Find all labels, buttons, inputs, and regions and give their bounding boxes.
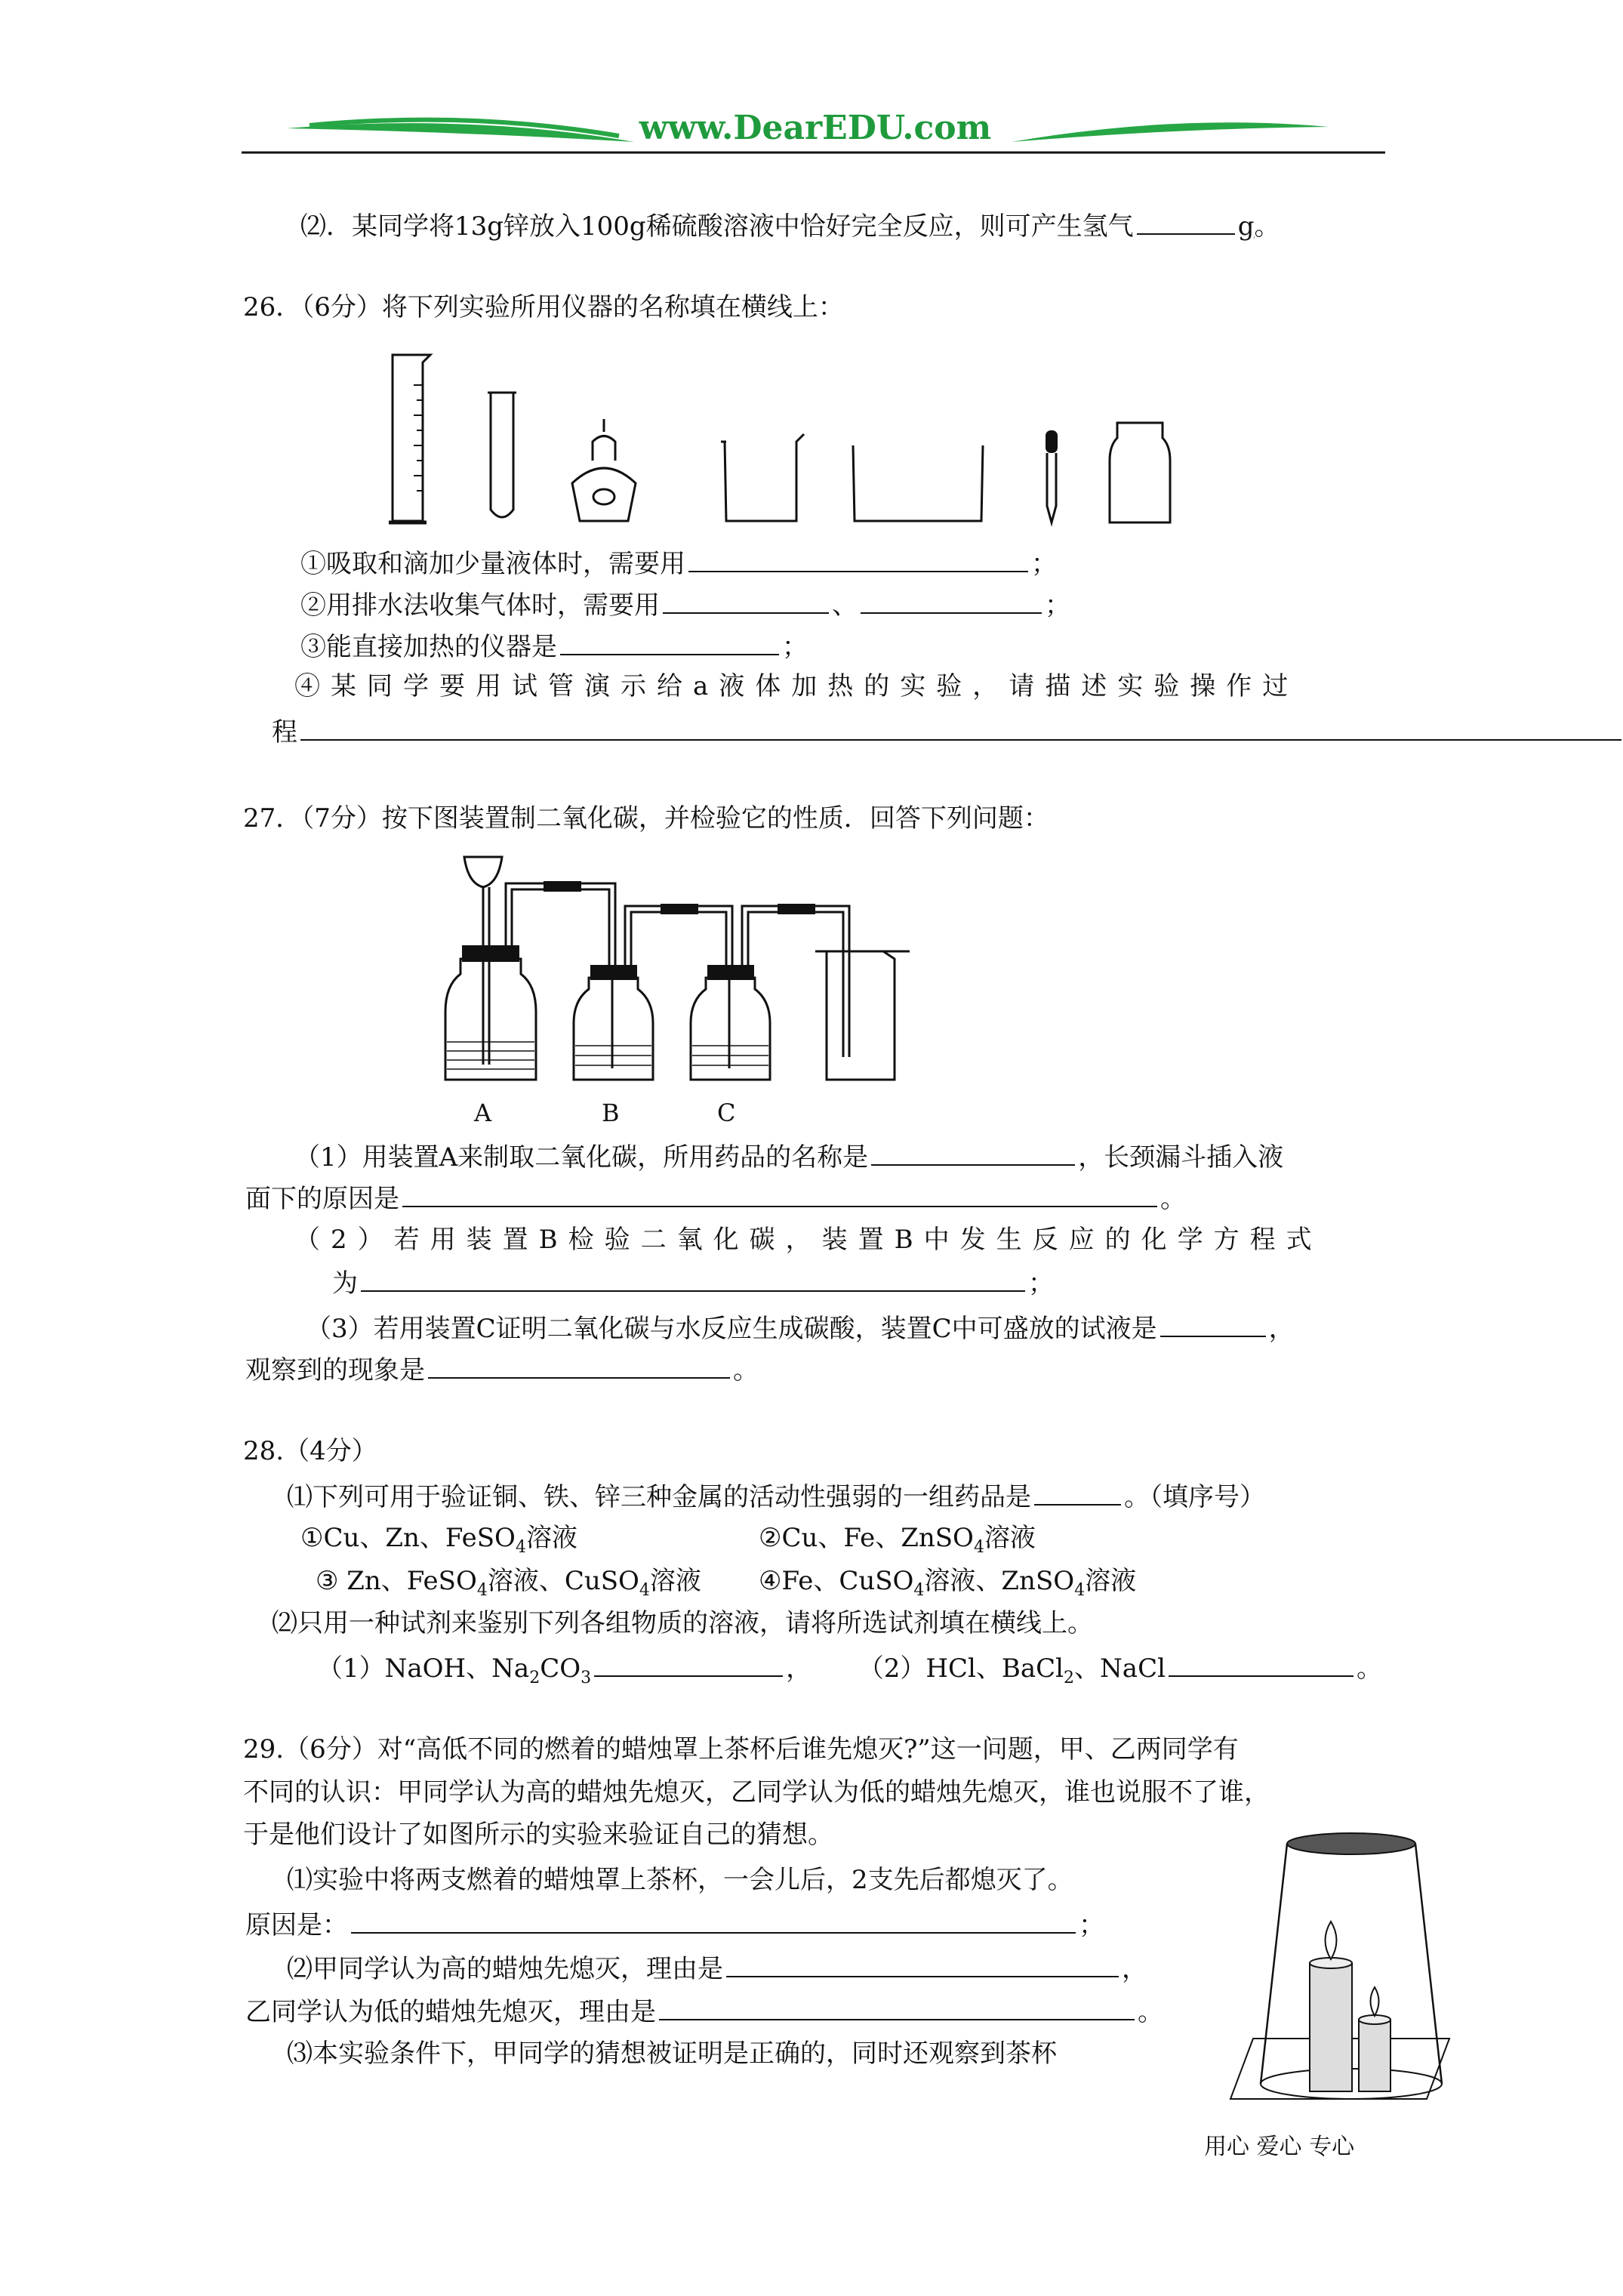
answer-blank[interactable]: [560, 628, 779, 655]
answer-blank[interactable]: [688, 545, 1028, 572]
q29-line5: 原因是： ；: [245, 1906, 1104, 1942]
answer-blank[interactable]: [871, 1139, 1075, 1166]
q29-line3: 于是他们设计了如图所示的实验来验证自己的猜想。: [243, 1820, 833, 1850]
q27-p1-line2: 面下的原因是 。: [245, 1180, 1186, 1216]
q27-p2-line1: （2）若用装置B检验二氧化碳，装置B中发生反应的化学方程式: [294, 1225, 1323, 1255]
footer-slogan: 用心 爱心 专心: [1204, 2134, 1355, 2160]
q29-line4: ⑴实验中将两支燃着的蜡烛罩上茶杯，一会儿后，2支先后都熄灭了。: [287, 1865, 1073, 1895]
answer-blank[interactable]: [1169, 1650, 1354, 1677]
q26-item3: ③能直接加热的仪器是 ；: [300, 628, 808, 664]
q27-p3-line2: 观察到的现象是 。: [245, 1351, 759, 1387]
q25-part2: ⑵．某同学将13g锌放入100g稀硫酸溶液中恰好完全反应，则可产生氢气 g。: [300, 208, 1280, 243]
candle-cup-figure: [1223, 1827, 1464, 2129]
answer-blank[interactable]: [861, 587, 1042, 614]
q26-item4a: ④某同学要用试管演示给a液体加热的实验，请描述实验操作过: [294, 671, 1299, 701]
right-swoosh: [1012, 122, 1329, 142]
q28-option2: ②Cu、Fe、ZnSO$_4$溶液: [759, 1523, 1036, 1557]
answer-blank[interactable]: [1137, 208, 1235, 235]
beaker-icon: [721, 434, 804, 521]
answer-blank[interactable]: [726, 1950, 1119, 1977]
answer-blank[interactable]: [663, 587, 829, 614]
q28-option4: ④Fe、CuSO$_4$溶液、ZnSO$_4$溶液: [759, 1566, 1137, 1600]
q29-line2: 不同的认识：甲同学认为高的蜡烛先熄灭，乙同学认为低的蜡烛先熄灭，谁也说服不了谁，: [243, 1777, 1270, 1808]
q29-line8: ⑶本实验条件下，甲同学的猜想被证明是正确的，同时还观察到茶杯: [287, 2039, 1057, 2069]
page-header: [242, 106, 1385, 159]
q27-p3-line1: （3）若用装置C证明二氧化碳与水反应生成碳酸，装置C中可盛放的试液是 ，: [306, 1310, 1295, 1345]
answer-blank[interactable]: [1160, 1310, 1266, 1337]
answer-blank[interactable]: [300, 713, 1621, 741]
bottle-a: [445, 945, 536, 1080]
q26-title: 26．（6分）将下列实验所用仪器的名称填在横线上：: [243, 292, 844, 322]
q28-p1: ⑴下列可用于验证铜、铁、锌三种金属的活动性强弱的一组药品是 。（填序号）: [287, 1478, 1265, 1514]
q29-line7: 乙同学认为低的蜡烛先熄灭，理由是 。: [245, 1993, 1163, 2029]
alcohol-lamp-icon: [572, 419, 636, 521]
bottle-d: [815, 951, 910, 1080]
answer-blank[interactable]: [402, 1180, 1157, 1207]
answer-blank[interactable]: [659, 1993, 1135, 2020]
q28-option1: ①Cu、Zn、FeSO$_4$溶液: [300, 1523, 577, 1557]
q28-p2: ⑵只用一种试剂来鉴别下列各组物质的溶液，请将所选试剂填在横线上。: [272, 1608, 1093, 1638]
q27-p2-line2: 为 ；: [332, 1265, 1054, 1300]
answer-blank[interactable]: [361, 1265, 1025, 1292]
q28-option3: ③ Zn、FeSO$_4$溶液、CuSO$_4$溶液: [316, 1566, 701, 1600]
q27-title: 27．（7分）按下图装置制二氧化碳，并检验它的性质．回答下列问题：: [243, 803, 1049, 834]
site-name: www.DearEDU.com: [639, 109, 992, 147]
graduated-cylinder-icon: [389, 355, 430, 522]
bottle-b: [574, 965, 653, 1080]
gas-jar-icon: [1110, 423, 1170, 522]
trough-icon: [853, 445, 983, 521]
q29-line1: 29.（6分）对“高低不同的燃着的蜡烛罩上茶杯后谁先熄灭?”这一问题，甲、乙两同学有: [243, 1734, 1239, 1764]
answer-blank[interactable]: [428, 1351, 730, 1379]
apparatus-label-b: B: [602, 1099, 620, 1127]
q26-item2: ②用排水法收集气体时，需要用 、 ；: [300, 587, 1070, 622]
q26-instruments-figure: [377, 347, 1193, 529]
apparatus-label-a: A: [474, 1099, 492, 1127]
test-tube-icon: [488, 393, 516, 517]
answer-blank[interactable]: [1034, 1478, 1121, 1505]
q28-p2-items: （1）NaOH、$Na_2CO_3$ ， （2）HCl、BaCl$_2$、NaCl 。: [317, 1650, 1382, 1695]
answer-blank[interactable]: [351, 1906, 1076, 1934]
dropper-icon: [1046, 430, 1058, 522]
q27-p1-line1: （1）用装置A来制取二氧化碳，所用药品的名称是 ，长颈漏斗插入液: [294, 1139, 1283, 1174]
q26-item4b: 程: [272, 713, 1623, 749]
apparatus-label-c: C: [717, 1099, 736, 1127]
answer-blank[interactable]: [594, 1650, 783, 1677]
left-swoosh: [287, 123, 634, 142]
q26-item1: ①吸取和滴加少量液体时，需要用 ；: [300, 545, 1057, 581]
q27-apparatus-figure: [430, 853, 913, 1087]
q29-line6: ⑵甲同学认为高的蜡烛先熄灭，理由是 ，: [287, 1950, 1147, 1986]
bottle-c: [691, 965, 770, 1080]
q28-title: 28.（4分）: [243, 1436, 377, 1466]
